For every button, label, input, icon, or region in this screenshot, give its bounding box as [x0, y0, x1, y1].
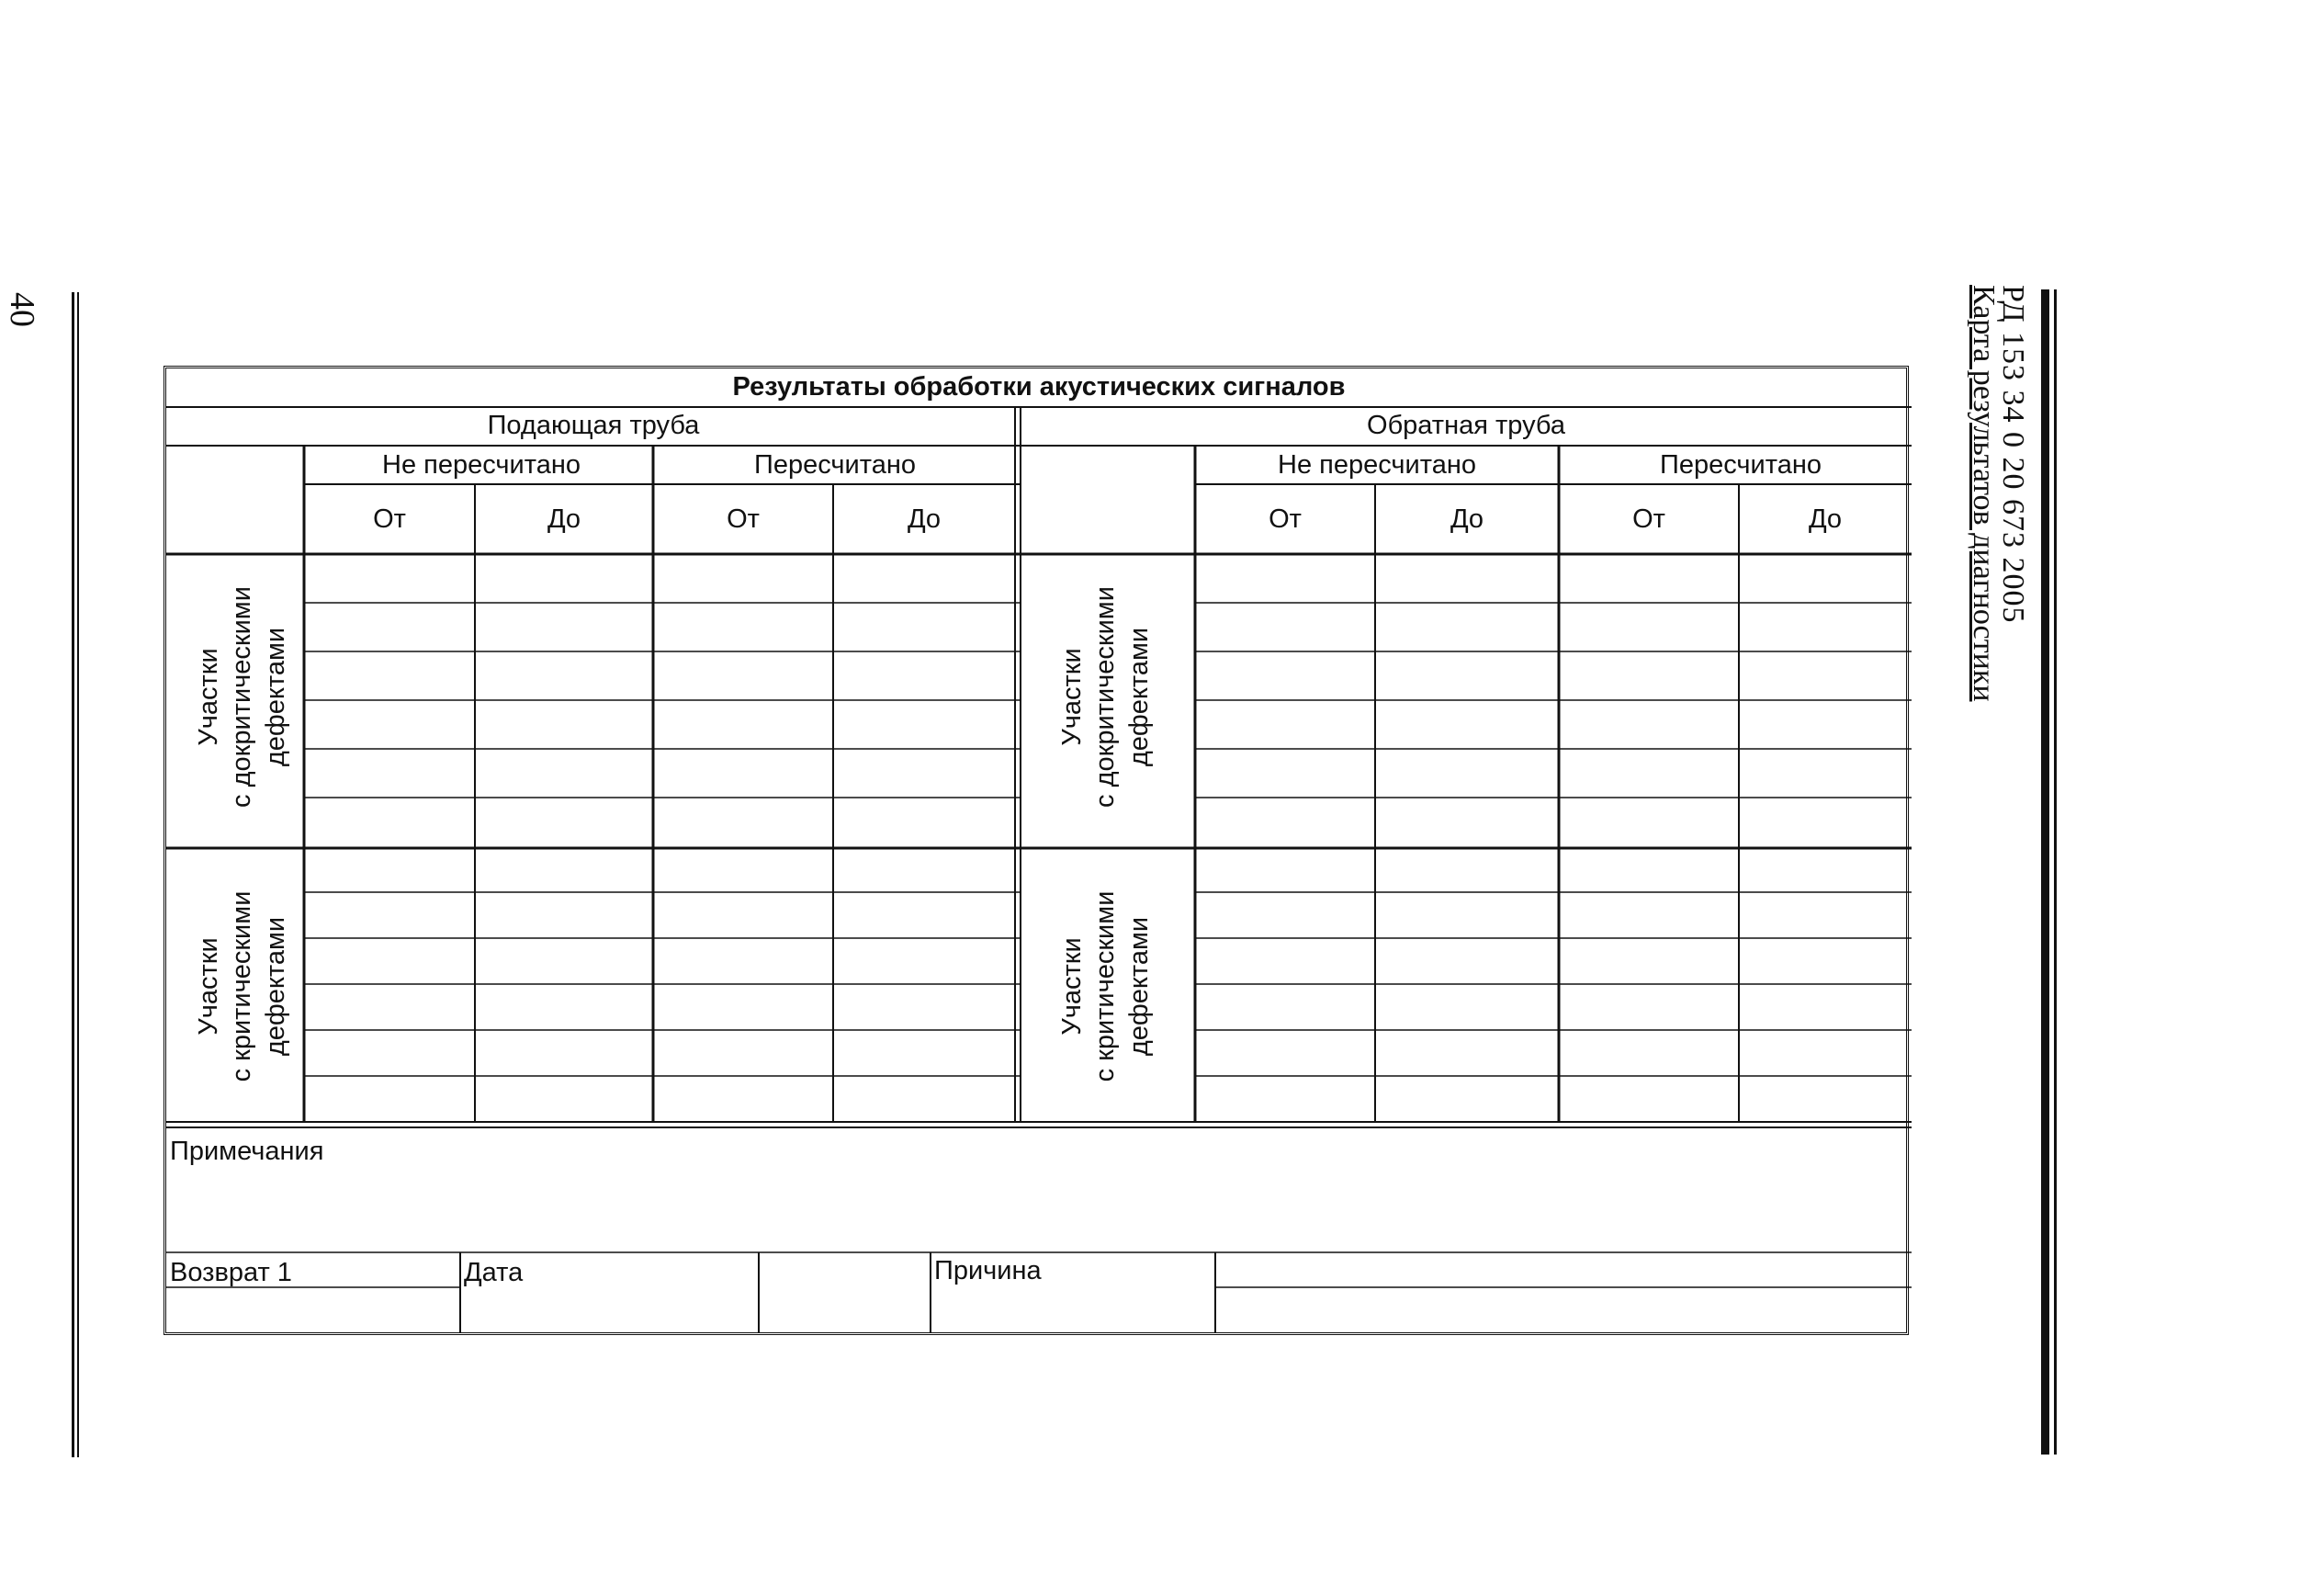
- right-margin-rule: [2041, 289, 2049, 1455]
- document-code: РД 153 34 0 20 673 2005: [1996, 285, 2030, 624]
- return-r-from-header: От: [1632, 504, 1665, 534]
- supply-r-to-header: До: [907, 504, 942, 534]
- sheet-title: Карта результатов диагностики: [1967, 285, 2001, 702]
- reason-label: Причина: [934, 1256, 1042, 1285]
- left-margin-rule: [72, 292, 74, 1457]
- page-number: 40: [3, 292, 41, 327]
- right-margin-rule-thin: [2054, 289, 2057, 1455]
- return-recalculated-header: Пересчитано: [1660, 450, 1822, 480]
- return-critical-label: Участки с критическими дефектами: [1057, 890, 1154, 1082]
- supply-pipe-header: Подающая труба: [487, 411, 700, 440]
- supply-r-from-header: От: [727, 504, 760, 534]
- supply-subcritical-label: Участки с докритическими дефектами: [194, 586, 290, 808]
- return-nr-to-header: До: [1450, 504, 1484, 534]
- left-margin-rule-inner: [77, 292, 79, 1457]
- return-not-recalculated-header: Не пересчитано: [1278, 450, 1476, 480]
- return-r-to-header: До: [1808, 504, 1843, 534]
- supply-nr-to-header: До: [547, 504, 581, 534]
- supply-critical-label: Участки с критическими дефектами: [194, 890, 290, 1082]
- form-title: Результаты обработки акустических сигналов: [732, 372, 1346, 402]
- supply-nr-from-header: От: [373, 504, 406, 534]
- date-label: Дата: [464, 1258, 524, 1287]
- supply-recalculated-header: Пересчитано: [754, 450, 916, 480]
- return-pipe-header: Обратная труба: [1367, 411, 1565, 440]
- notes-label: Примечания: [170, 1137, 324, 1166]
- acoustic-results-form: [164, 366, 1909, 1335]
- return-1-label: Возврат 1: [170, 1258, 292, 1287]
- return-nr-from-header: От: [1269, 504, 1302, 534]
- supply-not-recalculated-header: Не пересчитано: [382, 450, 581, 480]
- return-subcritical-label: Участки с докритическими дефектами: [1057, 586, 1154, 808]
